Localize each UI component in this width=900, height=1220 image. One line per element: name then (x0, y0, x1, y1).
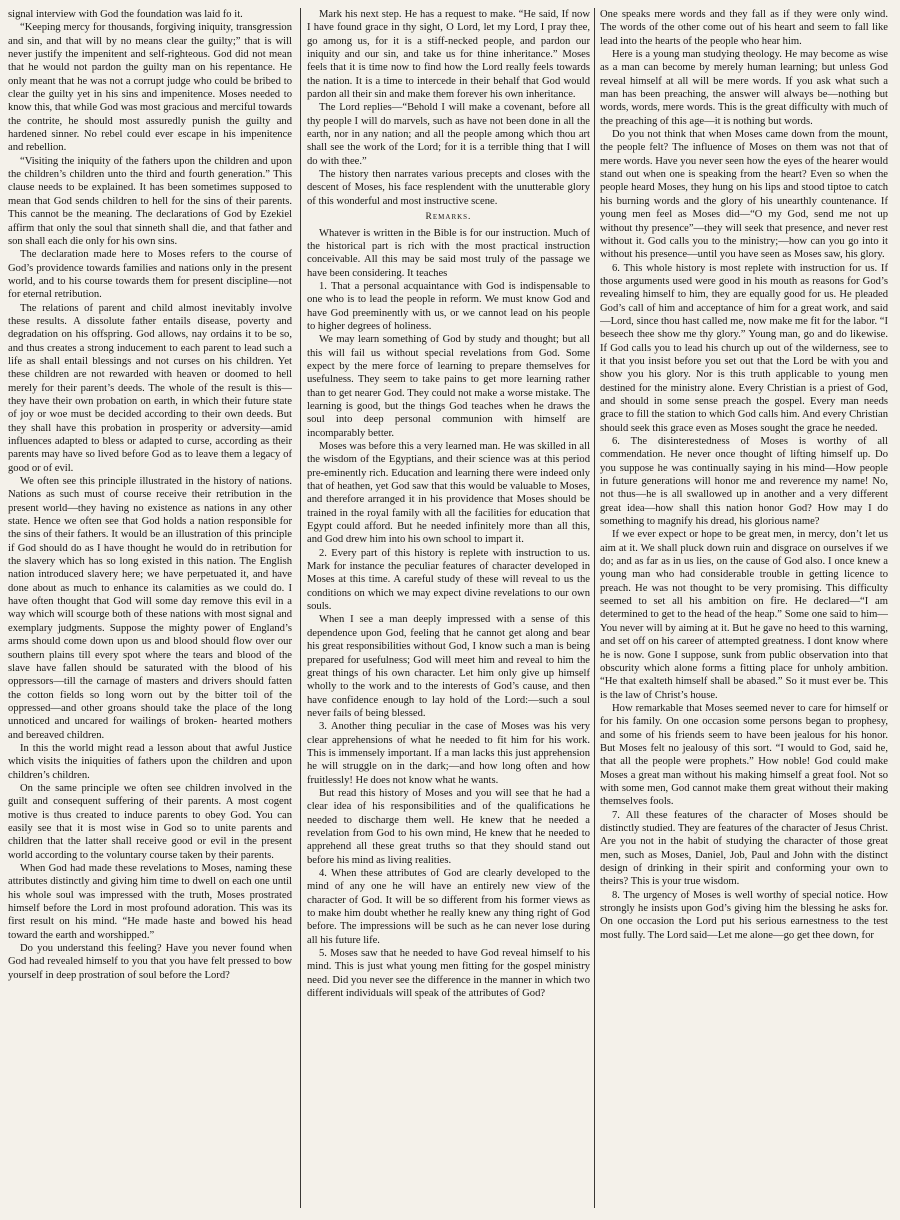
paragraph: 5. Moses saw that he needed to have God reveal himself to his mind. This is just what young men fitting for the gospel ministry need. Did you never see the difference in the manner in which two different individuals will speak of the attributes of God? (307, 948, 590, 1000)
text-column-left (8, 8, 292, 1206)
paragraph: Here is a young man studying theology. He may become as wise as a man can become by merely human learning; but unless God reveal himself at all will be mere words. If you ask what such a man has been preaching, the answer will always be—nothing but words, words, mere words. This is the great difficulty with much of the preaching of this age—it is nothing but words. (600, 49, 888, 127)
paragraph: The history then narrates various precepts and closes with the descent of Moses, his face resplendent with the unutterable glory of this wonderful and most instructive scene. (307, 169, 590, 207)
paragraph: Mark his next step. He has a request to make. “He said, If now I have found grace in thy sight, O Lord, let my Lord, I pray thee, go among us, for it is a stiff-necked people, and pardon our iniquity and our sin, and take us for thine inheritance.” Moses feels that it is time now to find how the Lord really feels towards the nation. It is a time to intercede in their behalf that God would pardon all their sin and make them forever his own inheritance. (307, 9, 590, 101)
paragraph: 6. This whole history is most replete with instruction for us. If those arguments used were good in his mouth as reasons for God’s revealing himself to him, they are equally good for us. He pleaded God’s call of him and acceptance of him for a great work, and said—Lord, since thou hast called me, now make me fit for the labor. “I beseech thee show me thy glory.” Young man, go and do likewise. If God calls you to lead his church up out of the wilderness, see to it that you insist before you set out that the Lord be with you and show you his glory. Nor is this truth applicable to young men destined for the ministry alone. Every Christian is a priest of God, and should in some sense preach the gospel. Every man needs grace to fill the station to which God calls him. And every Christian should seek this grace even as Moses sought the grace he needed. (600, 262, 888, 434)
paragraph: “Keeping mercy for thousands, forgiving iniquity, transgression and sin, and that will by no means clear the guilty;” that is will never justify the impenitent and self-righteous. God did not mean that he would not pardon the guilty man on his repentance. He only meant that he was not a corrupt judge who could be bribed to clear the guilty yet in his sins and impenitence. Moses needed to know this, that while God was most gracious and merciful towards the contrite, he should most assuredly punish the guilty and hardened sinner. No rebel could ever escape in his impenitence and rebellion. (8, 22, 292, 154)
paragraph: One speaks mere words and they fall as if they were only wind. The words of the other come out of his heart and seem to fall like lead into the hearts of the people who hear him. (600, 9, 888, 47)
paragraph: We may learn something of God by study and thought; but all this will fail us without special revelations from God. Some expect by the mere force of learning to prepare themselves for usefulness. They seem to take pains to get more learning rather than to get nearer God. They could not make a worse mistake. The learning is good, but the things God teaches when he draws the soul into deep personal communion with himself are incomparably better. (307, 334, 590, 439)
paragraph: On the same principle we often see children involved in the guilt and consequent suffering of their parents. A most cogent motive is thus created to induce parents to obey God. You can easily see that it is most wise in God so to unite parents and children that the latter shall receive good or evil in the present world according to the voluntary course taken by their parents. (8, 782, 292, 861)
paragraph: When God had made these revelations to Moses, naming these attributes distinctly and giving him time to dwell on each one until his whole soul was impressed with the truth, Moses prostrated himself before the Lord in most profound adoration. This was its first result on his mind. “He made haste and bowed his head toward the earth and worshipped.” (8, 863, 292, 941)
paragraph: 3. Another thing peculiar in the case of Moses was his very clear apprehensions of what he needed to fit him for his work. This is immensely important. If a man lacks this just apprehension he will struggle on in the dark;—and how long often and how fruitlessly! He does not know what he wants. (307, 721, 590, 786)
paragraph: Do you not think that when Moses came down from the mount, the people felt? The influence of Moses on them was not that of mere words. Have you never seen how the eyes of the hearer would stand out when one is speaking from the heart? Even so when the people heard Moses, they hung on his lips and stood tiptoe to catch his burning words and the glory of his unearthly countenance. If young men feel as Moses did—“O my God, send me not up without thy presence”—they will seek that presence, and never rest without it. God calls you to the ministry;—how can you go into it without his presence—until you have seen as Moses saw, his glory. (600, 129, 888, 261)
paragraph: The Lord replies—“Behold I will make a covenant, before all thy people I will do marvels, such as have not been done in all the earth, nor in any nation; and all the people among which thou art shall see the work of the Lord; for it is a terrible thing that I will do with thee.” (307, 102, 590, 167)
paragraph: But read this history of Moses and you will see that he had a clear idea of his responsibilities and of the qualifications he needed to discharge them well. He knew that he needed a revelation from God to his own mind, He knew that he needed to apprehend all these great truths so that they should stand out before his mind as living realities. (307, 787, 590, 866)
paragraph: In this the world might read a lesson about that awful Justice which visits the iniquities of fathers upon the children and upon children’s children. (8, 742, 292, 781)
paragraph: 4. When these attributes of God are clearly developed to the mind of any one he will have an entirely new view of the character of God. It will be so different from his former views as to make him doubt whether he really knew any thing right of God before. The impressions will be such as he can never lose during all his future life. (307, 868, 590, 946)
paragraph: 2. Every part of this history is replete with instruction to us. Mark for instance the peculiar features of character developed in Moses at this time. A careful study of these will reveal to us the conditions on which we may expect divine revelations to our own souls. (307, 547, 590, 613)
column-rule (594, 8, 595, 1208)
paragraph: Do you understand this feeling? Have you never found when God had revealed himself to you that you have felt pressed to bow yourself in deep prostration of soul before the Lord? (8, 943, 292, 981)
paragraph: 6. The disinterestedness of Moses is worthy of all commendation. He never once thought of lifting himself up. Do you suppose he was continually saying in his mind—How people in future generations will honor me and reverence my name! No, not thus—he is all swallowed up in another and a very different great idea—how shall this nation honor God? How may I do something to magnify his dread, his glorious name? (600, 436, 888, 528)
paragraph: How remarkable that Moses seemed never to care for himself or for his family. On one occasion some persons began to prophesy, and some of his friends seem to have been jealous for his honor. But Moses felt no jealousy of this sort. “I would to God, said he, that all the people were prophets.” How noble! God could make Moses a great man without his making himself a great fool. Not so with some men, God cannot make them great without their making themselves fools. (600, 702, 888, 808)
column-rule (300, 8, 301, 1208)
paragraph: If we ever expect or hope to be great men, in mercy, don’t let us aim at it. We shall pluck down ruin and disgrace on ourselves if we do; and as far as in us lies, on the cause of God also. I once knew a young man who had considerable trouble in getting licence to preach. He was not thought to be very promising. This difficulty seemed to set all his ambition on fire. He declared—“I am determined to get to the head of the heap.” Some one said to him—You never will by aiming at it. But he gave no heed to this warning, and set off on his career of attempted greatness. I dont know where he is now. Gone I suppose, sunk from public observation into that obscurity which alone forms a fitting place for unholy ambition. “He that exalteth himself shall be abased.” So it must ever be. This is the law of Christ’s house. (600, 529, 888, 701)
paragraph: 1. That a personal acquaintance with God is indispensable to one who is to lead the people in reform. We must know God and have God preeminently with us, or we cannot lead on his people to higher degrees of holiness. (307, 280, 590, 332)
paragraph: 8. The urgency of Moses is well worthy of special notice. How strongly he insists upon God’s giving him the blessing he asks for. On one occasion the Lord put his serious earnestness to the test most fully. The Lord said—Let me alone—go get thee down, for (600, 889, 888, 941)
paragraph: Whatever is written in the Bible is for our instruction. Much of the historical part is rich with the most practical instruction conceivable. All this may be said most truly of the passage we have been considering. It teaches (307, 227, 590, 279)
paragraph: The relations of parent and child almost inevitably involve these results. A dissolute father entails disease, poverty and degradation on his offspring. God allows, nay ordains it to be so, and thus creates a strong inducement to each parent to lead such a life as shall entail blessings and not curses on his children. Yet these children are not rewarded with heaven or doomed to hell merely for their parent’s deeds. The whole of the result is this—they have their own probation on earth, in which their future state of joy or woe must be decided according to their own deeds. But they shall have this probation in prosperity or adversity—amid influences adapted to bless or adapted to curse, according as their parents may have so lived before God as to leave them a legacy of good or of evil. (8, 302, 292, 474)
paragraph: We often see this principle illustrated in the history of nations. Nations as such must of course receive their retribution in the present world—they having no existence as nations in any other state. Hence we often see that God holds a nation responsible for the sins of their fathers. It would be an illustration of this principle if God should do as I have thought he would do in retribution for the slavery which has so long existed in this nation. The English nation introduced slavery here; we have perpetuated it, and have done about as much to enhance its calamities as we could do. I have often thought that God will some day remove this evil in a way which will scourge both of these nations with most signal and exemplary judgments. Suppose the mighty power of England’s arms should come down upon us and blood should flow over our southern plains till every spot where the tears and blood of the slave have fallen should be saturated with the blood of his oppressors—till the carnage of masters and drivers should fatten the cotton fields so long worn out by the bitter toil of the oppressed—and other groans should take the place of the long unnoticed and uncared for wailings of broken- hearted mothers and bereaved children. (8, 476, 292, 741)
paragraph: “Visiting the iniquity of the fathers upon the children and upon the children’s children unto the third and fourth generation.” This clause needs to be explained. It has been sometimes supposed to mean that God sends children to hell for the sins of their parents. This cannot be the meaning. The declarations of God by Ezekiel affirm that only the soul that sinneth shall die, and that father and son shall each die only for his own sins. (8, 155, 292, 247)
text-column-right (600, 8, 888, 1206)
text-column-middle (307, 8, 590, 1206)
paragraph: When I see a man deeply impressed with a sense of this dependence upon God, feeling that he cannot get along and bear his great responsibilities without God, I know such a man is being prepared for usefulness; God will meet him and reveal to him the great things of his own character. Let him only give up himself wholly to the work and to the interests of God’s cause, and then have confidence enough to lay hold of the Lord:—such a soul never fails of being blessed. (307, 614, 590, 719)
section-heading: Remarks. (425, 212, 472, 223)
paragraph: signal interview with God the foundation was laid fo it. (8, 9, 243, 20)
paragraph: Moses was before this a very learned man. He was skilled in all the wisdom of the Egyptians, and their science was at this period pre-eminently rich. Education and learning there were indeed only that of heathen, yet God saw that this would be valuable to Moses, and therefore arranged it in his providence that Moses should be trained in the royal family with all the facilities for education that Egypt could afford. But he needed infinitely more than all this, and God drew him into his own school to impart it. (307, 441, 590, 546)
paragraph: 7. All these features of the character of Moses should be distinctly studied. They are features of the character of Jesus Christ. Are you not in the habit of studying the character of those great men, such as Moses, Daniel, Job, Paul and John with the distinct design of drinking in their spirit and conforming your own to theirs? This is your true wisdom. (600, 809, 888, 888)
paragraph: The declaration made here to Moses refers to the course of God’s providence towards families and nations only in the present world, and to his course towards them for present discipline—not for eternal retribution. (8, 249, 292, 301)
